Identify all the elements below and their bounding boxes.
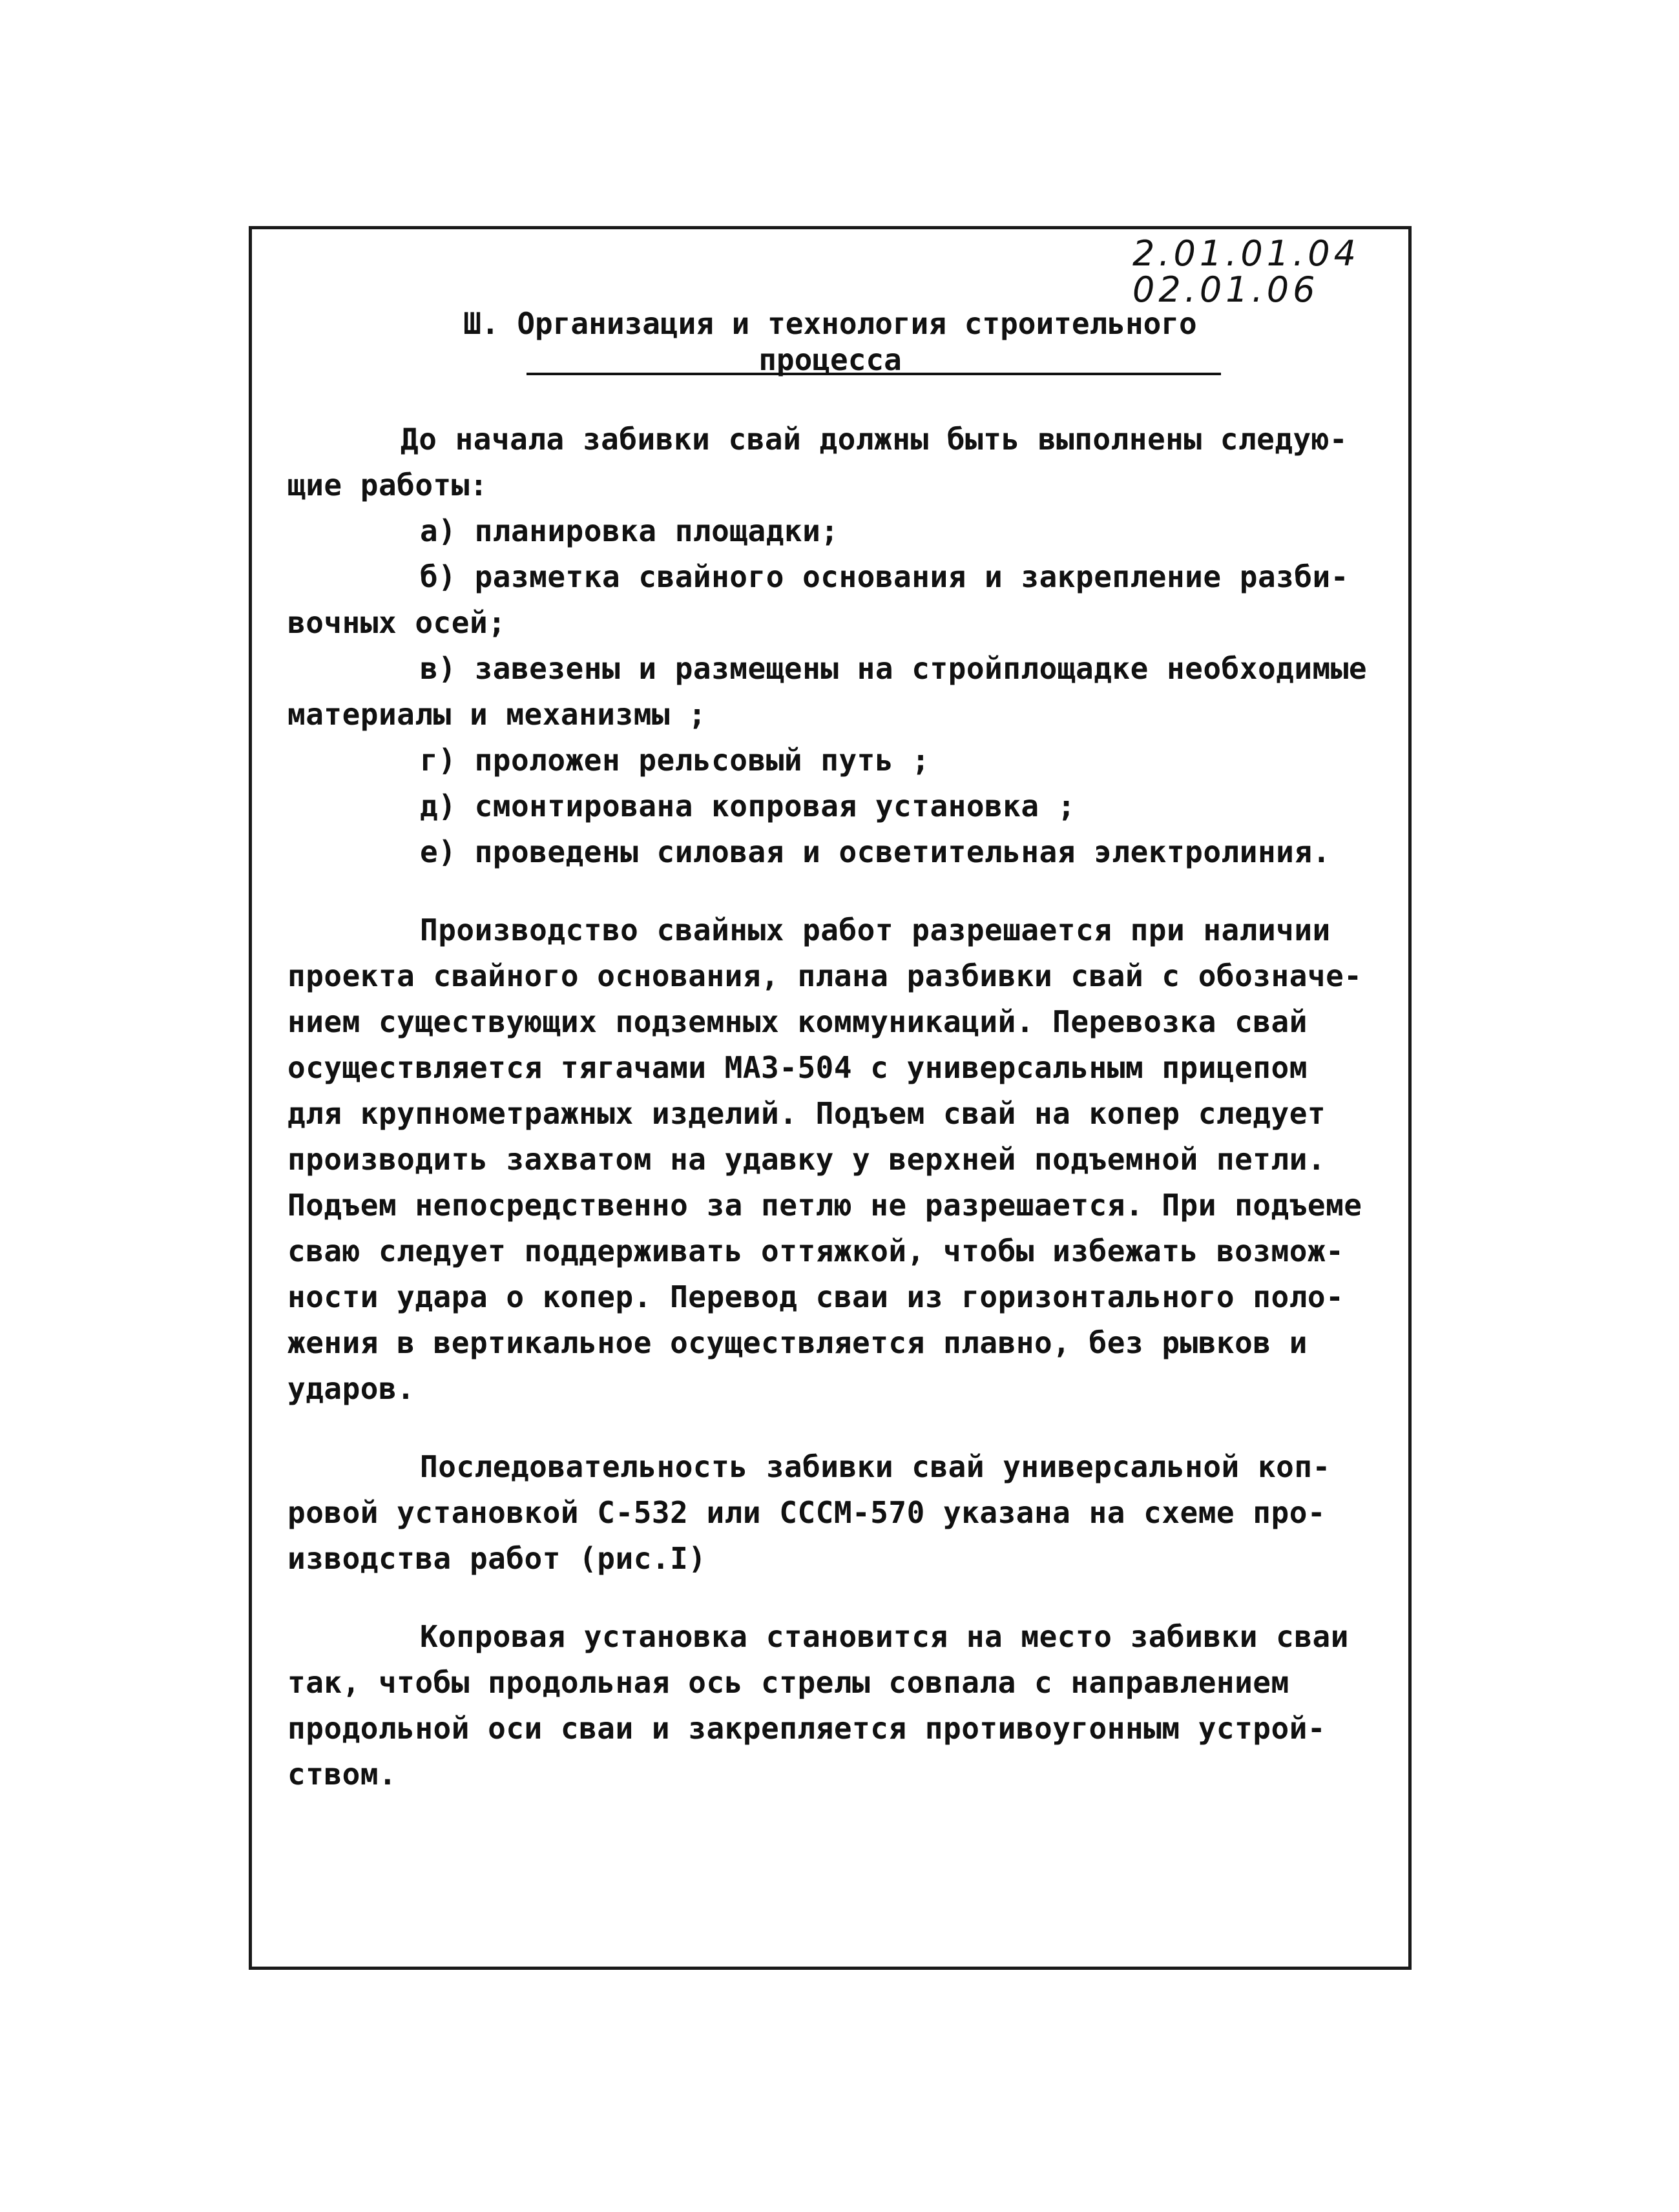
paragraph-3-line: изводства работ (рис.I) (287, 1541, 707, 1576)
section-heading (252, 305, 1408, 378)
list-item-b: б) разметка свайного основания и закрепление разби- (420, 559, 1349, 594)
paragraph-3-line: Последовательность забивки свай универсальной коп- (420, 1449, 1331, 1484)
paragraph-2-line: для крупнометражных изделий. Подъем свай на копер следует (287, 1096, 1326, 1131)
paragraph-4-line: так, чтобы продольная ось стрелы совпала с направлением (287, 1665, 1289, 1700)
list-item-c-cont: материалы и механизмы ; (287, 697, 707, 732)
paragraph-4-line: Копровая установка становится на место забивки сваи (420, 1619, 1349, 1654)
document-frame (249, 226, 1412, 1970)
paragraph-2-line: Подъем непосредственно за петлю не разрешается. При подъеме (287, 1188, 1362, 1223)
list-item-f: е) проведены силовая и осветительная электролиния. (420, 834, 1331, 869)
paragraph-4-line: ством. (287, 1757, 397, 1792)
section-heading-line-2: процесса (758, 342, 902, 377)
list-item-e: д) смонтирована копровая установка ; (420, 789, 1076, 823)
paragraph-2-line: сваю следует поддерживать оттяжкой, чтобы избежать возмож- (287, 1234, 1344, 1268)
heading-underline (527, 373, 1221, 375)
paragraph-2-line: Производство свайных работ разрешается при наличии (420, 913, 1331, 947)
paragraph-2-line: производить захватом на удавку у верхней подъемной петли. (287, 1142, 1326, 1177)
paragraph-2-line: осуществляется тягачами МАЗ-504 с универсальным прицепом (287, 1050, 1308, 1085)
paragraph-2-line: жения в вертикальное осуществляется плавно, без рывков и (287, 1325, 1308, 1360)
paragraph-2-line: нием существующих подземных коммуникаций. Перевозка свай (287, 1004, 1308, 1039)
paragraph-2-line: проекта свайного основания, плана разбивки свай с обозначе- (287, 958, 1362, 993)
paragraph-2-line: ударов. (287, 1371, 415, 1406)
paragraph-2-line: ности удара о копер. Перевод сваи из горизонтального поло- (287, 1279, 1344, 1314)
paragraph-3-line: ровой установкой С-532 или СССМ-570 указана на схеме про- (287, 1495, 1326, 1530)
document-body (287, 417, 1399, 1797)
list-item-c: в) завезены и размещены на стройплощадке необходимые (420, 651, 1368, 686)
list-item-b-cont: вочных осей; (287, 605, 506, 640)
list-item-d: г) проложен рельсовый путь ; (420, 743, 930, 778)
paragraph-1-line: До начала забивки свай должны быть выполнены следую- (401, 422, 1348, 457)
document-code-1: 2.01.01.04 (1132, 233, 1360, 274)
list-item-a: а) планировка площадки; (420, 513, 839, 548)
document-codes (1132, 233, 1360, 310)
paragraph-4-line: продольной оси сваи и закрепляется противоугонным устрой- (287, 1711, 1326, 1746)
document-code-2: 02.01.06 (1132, 269, 1319, 310)
paragraph-1-line: щие работы: (287, 468, 488, 502)
section-heading-line-1: Ш. Организация и технология строительного (463, 306, 1197, 341)
